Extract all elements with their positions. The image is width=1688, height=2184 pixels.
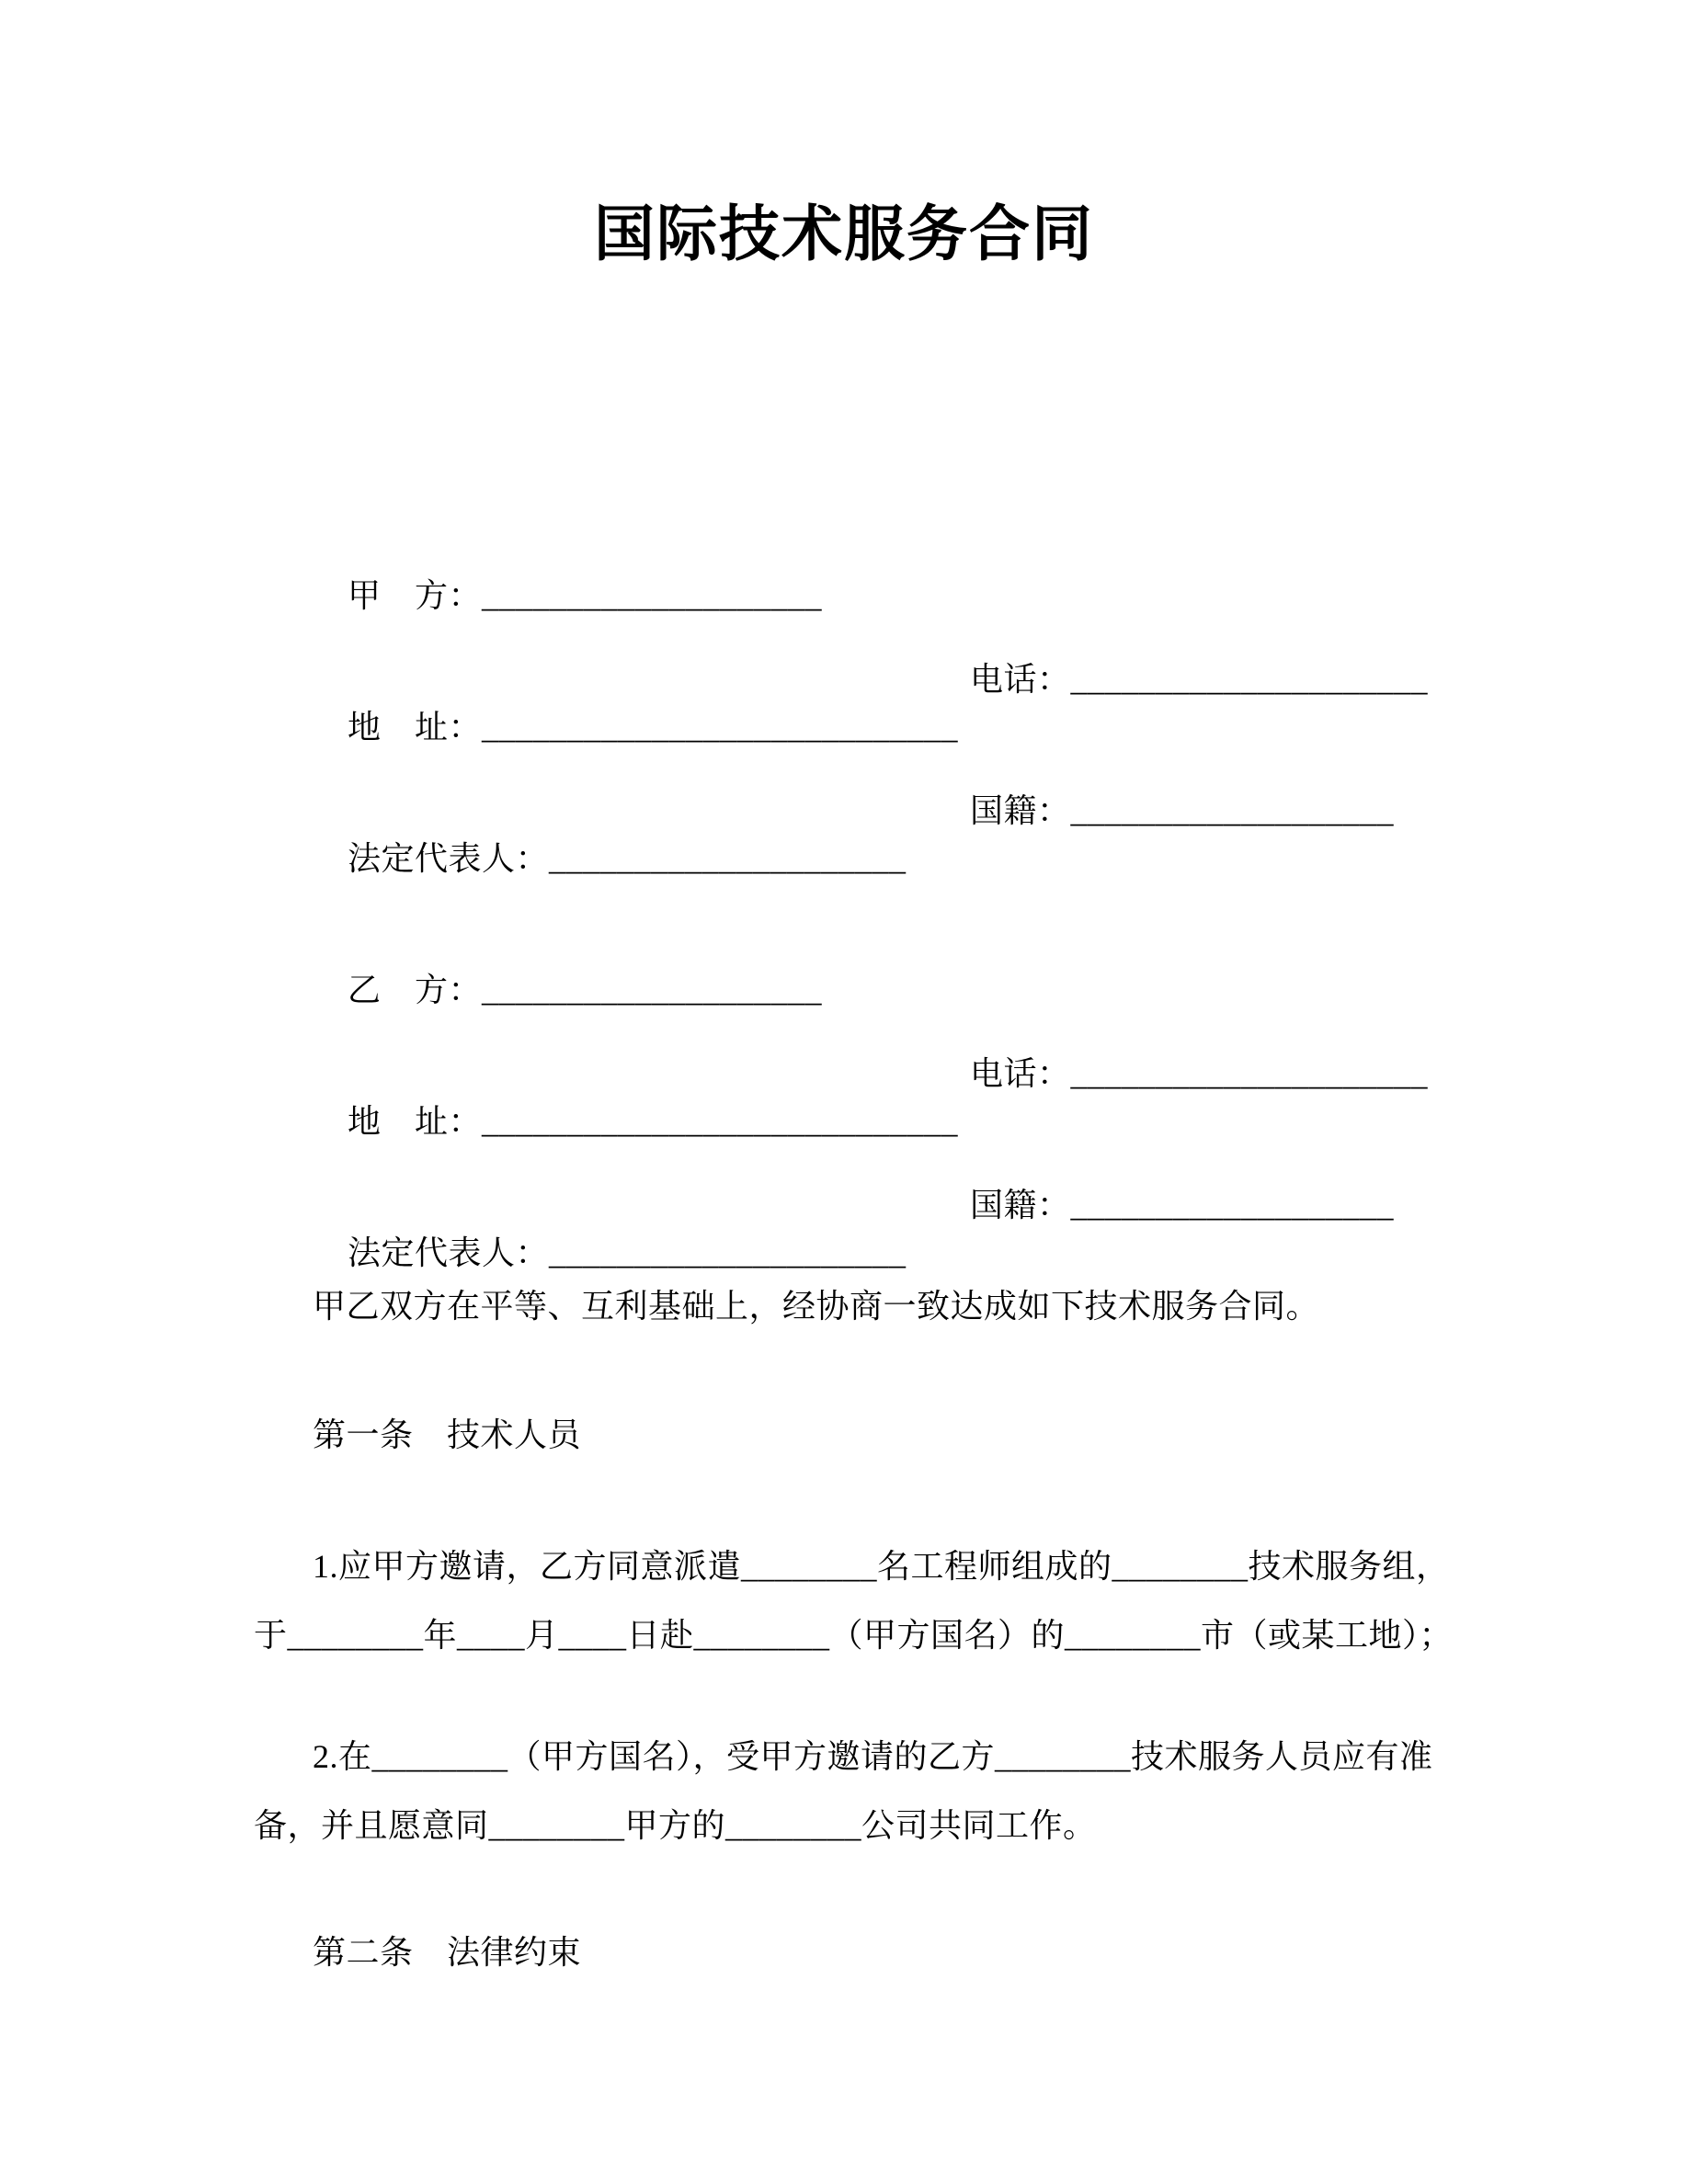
article-1-heading: 第一条 技术人员 (313, 1416, 582, 1453)
intro-paragraph: 甲乙双方在平等、互利基础上，经协商一致达成如下技术服务合同。 (313, 1288, 1320, 1325)
phone-b-field: 电话：_____________________ (970, 1055, 1429, 1092)
phone-a-field: 电话：_____________________ (970, 661, 1429, 698)
nationality-b-field: 国籍：___________________ (970, 1187, 1395, 1223)
legal-rep-a-field: 法定代表人：_____________________ (348, 840, 907, 877)
party-a-field: 甲 方：____________________ (348, 577, 823, 614)
article-1-clause-2-line-2: 备，并且愿意同________甲方的________公司共同工作。 (254, 1807, 1097, 1844)
form-row-legal-rep-b (313, 1181, 1395, 1372)
article-1-clause-2-line-1: 2.在________（甲方国名），受甲方邀请的乙方________技术服务人员应有准 (313, 1738, 1433, 1775)
legal-rep-b-field: 法定代表人：_____________________ (348, 1234, 907, 1271)
form-row-party-b (313, 918, 822, 1062)
party-b-field: 乙 方：____________________ (348, 972, 823, 1008)
article-2-heading: 第二条 法律约束 (313, 1934, 582, 1971)
article-1-clause-1-line-2: 于________年____月____日赴________（甲方国名）的________市（或某工地）； (254, 1617, 1454, 1654)
form-row-party-a (313, 524, 822, 667)
address-a-field: 地 址：____________________________ (348, 709, 959, 745)
address-b-field: 地 址：____________________________ (348, 1103, 959, 1140)
document-title: 国际技术服务合同 (594, 199, 1094, 267)
article-1-clause-1-line-1: 1.应甲方邀请，乙方同意派遣________名工程师组成的________技术服务组， (313, 1548, 1450, 1585)
nationality-a-field: 国籍：___________________ (970, 792, 1395, 829)
